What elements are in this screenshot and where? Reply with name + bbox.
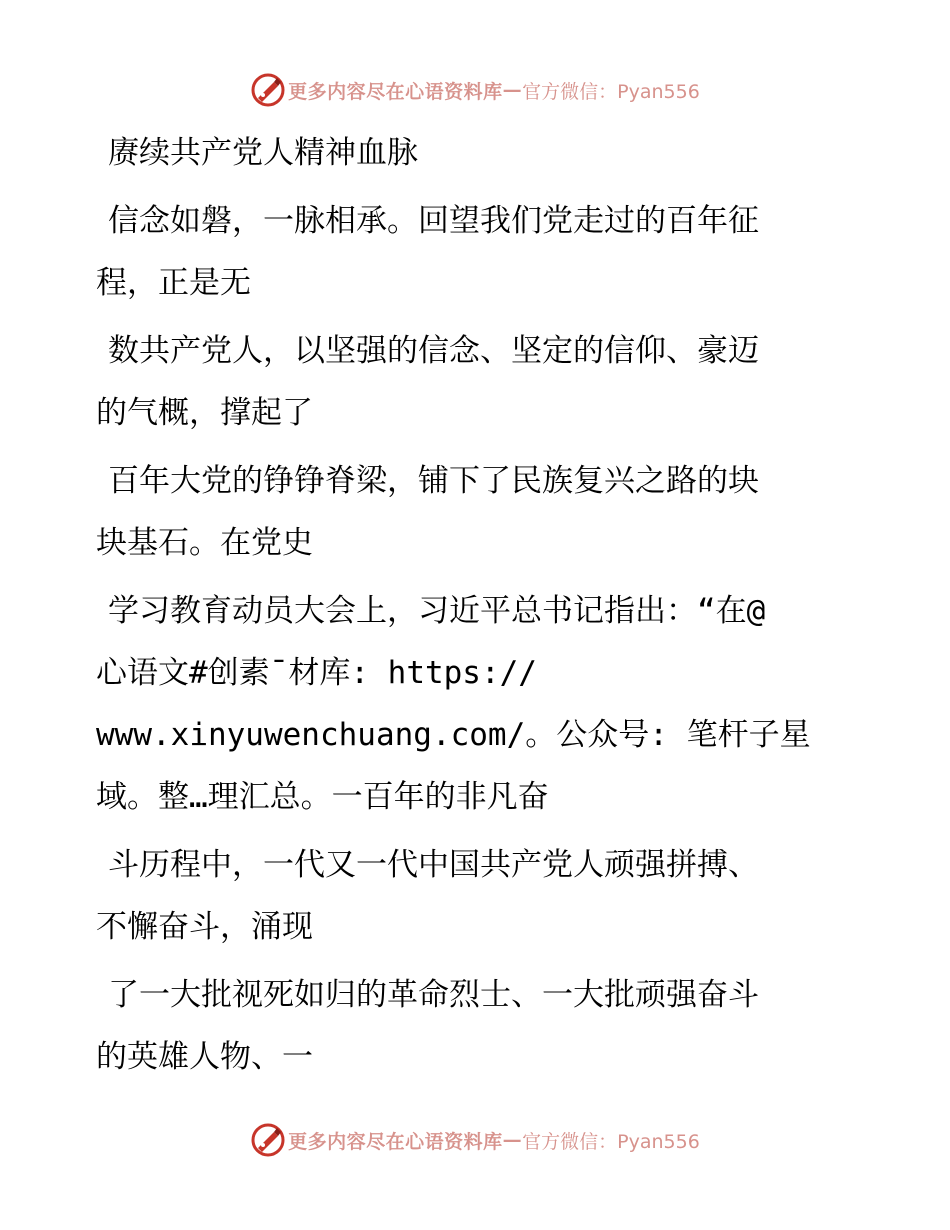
paragraph [96, 834, 836, 958]
paragraph-line: 信念如磐，一脉相承。回望我们党走过的百年征 [108, 203, 759, 239]
paragraph-line: 赓续共产党人精神血脉 [108, 135, 418, 171]
paragraph [96, 964, 836, 1088]
paragraph-line: 斗历程中，一代又一代中国共产党人顽强拼搏、 [108, 847, 759, 883]
paragraph [96, 450, 836, 574]
paragraph-line: 了一大批视死如归的革命烈士、一大批顽强奋斗 [108, 977, 759, 1013]
paragraph-line: 域。整…理汇总。一百年的非凡奋 [96, 779, 549, 815]
document-title [96, 122, 836, 184]
brand-logo-icon [250, 1122, 286, 1158]
paragraph [96, 190, 836, 314]
paragraph-line: www.xinyuwenchuang.com/。公众号: 笔杆子星 [96, 717, 811, 753]
footer-brand-text: 更多内容尽在心语资料库 [288, 1130, 503, 1153]
paragraph-line: 的英雄人物、一 [96, 1039, 313, 1075]
paragraph-line: 的气概，撑起了 [96, 395, 313, 431]
paragraph [96, 320, 836, 444]
paragraph-line: 学习教育动员大会上，习近平总书记指出：“在@ [108, 593, 766, 629]
paragraph-line: 程，正是无 [96, 265, 251, 301]
footer-watermark [0, 1120, 950, 1160]
paragraph-line: 心语文#创素¯材库: https:// [96, 655, 537, 691]
header-watermark [0, 70, 950, 110]
footer-dash: — [502, 1129, 523, 1151]
paragraph-line: 不懈奋斗，涌现 [96, 909, 313, 945]
footer-contact-text: 官方微信：Pyan556 [522, 1130, 700, 1153]
header-brand-text: 更多内容尽在心语资料库 [288, 80, 503, 103]
paragraph-line: 块基石。在党史 [96, 525, 313, 561]
document-body [96, 122, 836, 1088]
header-dash: — [502, 79, 523, 101]
header-contact-text: 官方微信：Pyan556 [522, 80, 700, 103]
paragraph-line: 数共产党人，以坚强的信念、坚定的信仰、豪迈 [108, 333, 759, 369]
paragraph [96, 580, 836, 828]
brand-logo-icon [250, 72, 286, 108]
paragraph-line: 百年大党的铮铮脊梁，铺下了民族复兴之路的块 [108, 463, 759, 499]
